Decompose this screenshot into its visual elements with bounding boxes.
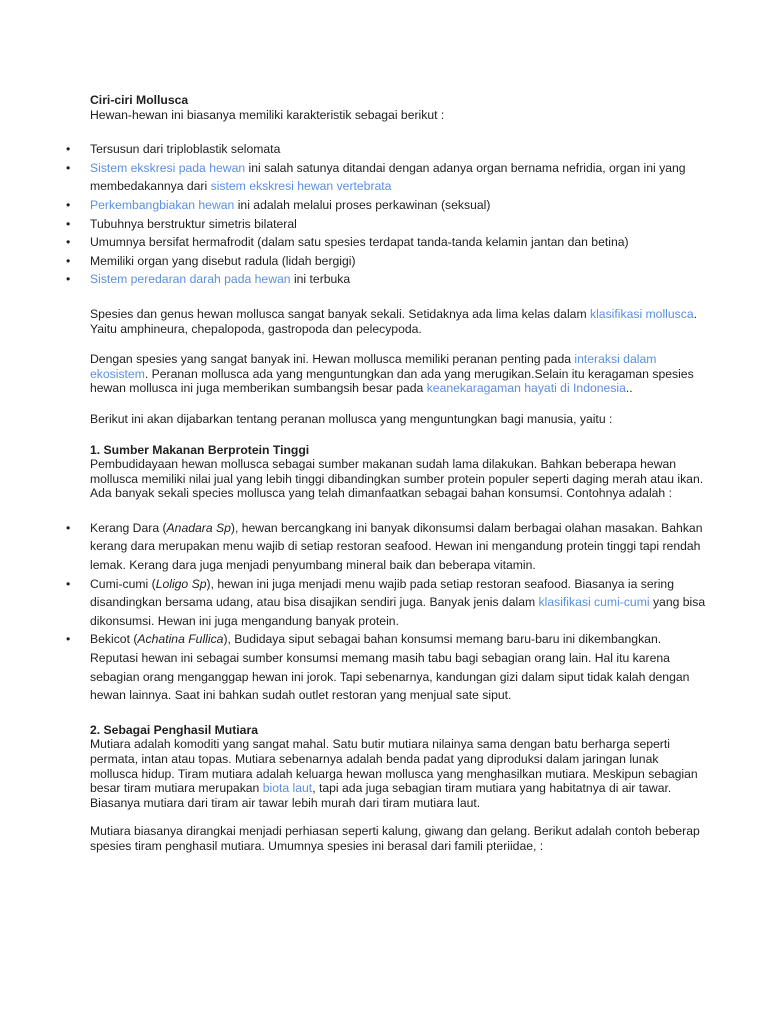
bullet-icon: • (66, 235, 71, 250)
list-item: • Tubuhnya berstruktur simetris bilateral (90, 215, 708, 234)
list-item: • Perkembangbiakan hewan ini adalah melalui proses perkawinan (seksual) (90, 196, 708, 215)
link-klasifikasi-cumi[interactable]: klasifikasi cumi-cumi (538, 595, 650, 610)
bullet-icon: • (66, 160, 71, 175)
doc-title: Ciri-ciri Mollusca (90, 93, 189, 107)
link-sistem-peredaran[interactable]: Sistem peredaran darah pada hewan (90, 272, 291, 287)
paragraph-peranan: Dengan spesies yang sangat banyak ini. Hewan mollusca memiliki peranan penting pada interaksi dalam ekosistem. Peranan mollusca ada yang menguntungkan dan ada yang merugikan.Selain itu keragaman spesies hewan mollusca ini juga memberikan sumbangsih besar pada keanekaragaman hayati di Indonesia.. (90, 352, 694, 396)
link-klasifikasi-mollusca[interactable]: klasifikasi mollusca (590, 306, 694, 321)
section-sumber-makanan (90, 443, 708, 501)
section-body: Pembudidayaan hewan mollusca sebagai sumber makanan sudah lama dilakukan. Bahkan beberapa hewan mollusca memiliki nilai jual yang lebih tinggi dibandingkan sumber protein populer seperti daging merah atau ikan. Ada banyak sekali species mollusca yang telah dimanfaatkan sebagai bahan konsumsi. Contohnya adalah : (90, 457, 704, 501)
paragraph-berikut: Berikut ini akan dijabarkan tentang peranan mollusca yang menguntungkan bagi manusia, yaitu : (90, 411, 613, 426)
intro-block (90, 93, 708, 122)
list-item: • Memiliki organ yang disebut radula (lidah bergigi) (90, 252, 708, 271)
bullet-icon: • (66, 253, 71, 268)
bullet-icon: • (66, 197, 71, 212)
section-title: 1. Sumber Makanan Berprotein Tinggi (90, 442, 310, 457)
list-item: • Bekicot (Achatina Fullica), Budidaya siput sebagai bahan konsumsi memang baru-baru ini dikembangkan. Reputasi hewan ini sebagai sumber konsumsi memang masih tabu bagi sebagian orang lain. Hal itu karena sebagian orang menganggap hewan ini jorok. Tapi sebenarnya, kandungan gizi dalam siput tidak kalah dengan hewan lainnya. Saat ini bahkan sudah outlet restoran yang menjual sate siput. (66, 632, 690, 703)
bullet-icon: • (66, 216, 71, 231)
bullet-icon: • (66, 142, 71, 157)
paragraph-perhiasan: Mutiara biasanya dirangkai menjadi perhiasan seperti kalung, giwang dan gelang. Berikut adalah contoh beberap spesies tiram penghasil mutiara. Umumnya spesies ini berasal dari famili pteriidae, : (90, 824, 700, 853)
paragraph-species: Spesies dan genus hewan mollusca sangat banyak sekali. Setidaknya ada lima kelas dalam klasifikasi mollusca. Yaitu amphineura, chepalopoda, gastropoda dan pelecypoda. (90, 306, 698, 336)
bullet-icon: • (66, 272, 71, 287)
list-item: • Kerang Dara (Anadara Sp), hewan bercangkang ini banyak dikonsumsi dalam berbagai olahan masakan. Bahkan kerang dara merupakan menu wajib di setiap restoran seafood. Hewan ini mengandung protein tinggi tapi rendah lemak. Kerang dara juga menjadi penyumbang mineral baik dan beberapa vitamin. (66, 520, 703, 573)
list-item: • Sistem peredaran darah pada hewan ini terbuka (90, 270, 708, 289)
link-perkembangbiakan[interactable]: Perkembangbiakan hewan (90, 197, 235, 212)
link-sistem-ekskresi-vertebrata[interactable]: sistem ekskresi hewan vertebrata (210, 179, 392, 194)
section-mutiara: 2. Sebagai Penghasil Mutiara Mutiara adalah komoditi yang sangat mahal. Satu butir mutiara nilainya sama dengan batu berharga seperti permata, intan atau topas. Mutiara sebenarnya adalah benda padat yang diproduksi dalam jaringan lunak mollusca hidup. Tiram mutiara adalah keluarga hewan mollusca yang menghasilkan mutiara. Meskipun sebagian besar tiram mutiara merupakan biota laut, tapi ada juga sebagian tiram mutiara yang habitatnya di air tawar. Biasanya mutiara dari tiram air tawar lebih murah dari tiram mutiara laut. (90, 723, 708, 811)
bullet-icon: • (66, 520, 71, 535)
intro-text: Hewan-hewan ini biasanya memiliki karakteristik sebagai berikut : (90, 107, 445, 122)
list-item: • Cumi-cumi (Loligo Sp), hewan ini juga menjadi menu wajib pada setiap restoran seafood. Biasanya ia sering disandingkan bersama udang, atau bisa disajikan sendiri juga. Banyak jenis dalam klasifikasi cumi-cumi yang bisa dikonsumsi. Hewan ini juga mengandung banyak protein. (66, 576, 706, 628)
link-keanekaragaman-hayati[interactable]: keanekaragaman hayati di Indonesia (426, 381, 626, 396)
characteristics-list (66, 140, 708, 289)
link-sistem-ekskresi[interactable]: Sistem ekskresi pada hewan (90, 160, 246, 175)
food-list (66, 519, 708, 705)
link-interaksi-ekosistem[interactable]: interaksi dalam ekosistem (90, 352, 657, 381)
link-biota-laut[interactable]: biota laut (262, 781, 313, 796)
list-item: • Sistem ekskresi pada hewan ini salah satunya ditandai dengan adanya organ bernama nefridia, organ ini yang membedakannya dari sistem ekskresi hewan vertebrata (66, 160, 686, 194)
list-item: • Umumnya bersifat hermafrodit (dalam satu spesies terdapat tanda-tanda kelamin jantan dan betina) (90, 233, 708, 252)
bullet-icon: • (66, 576, 71, 591)
list-item: • Tersusun dari triploblastik selomata (90, 140, 708, 159)
bullet-icon: • (66, 632, 71, 647)
section-title: 2. Sebagai Penghasil Mutiara (90, 722, 258, 737)
